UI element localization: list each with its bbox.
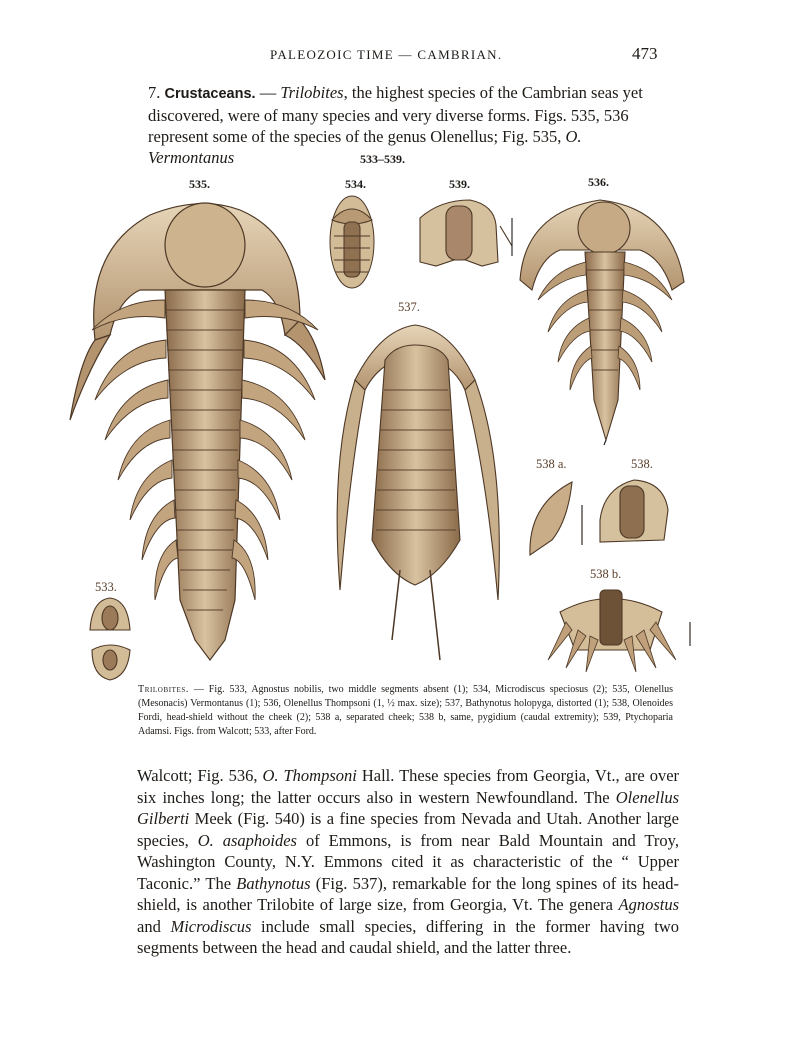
caption-body: — Fig. 533, Agnostus nobilis, two middle segments absent (1); 534, Microdiscus speciosus (2); 535, Olenellus (Mesonacis) Vermontanus (1); 536, Olenellus Thompsoni (1, ½ max. size); 537, Bathynotus holopyga, distorted (1); 538, Olenoides Fordi, head-shield without the cheek (2); 538 a, separated cheek; 538 b, same, pygidium (caudal extremity); 539, Ptychoparia Adamsi. Figs. from Walcott; 533, after Ford. [138, 684, 673, 737]
fig-538a-cheek [530, 482, 582, 555]
figure-label-533: 533. [95, 580, 117, 594]
section-number: 7. [148, 83, 161, 102]
fig-533-agnostus [90, 598, 130, 680]
section-heading: Crustaceans. [164, 86, 256, 102]
plate-caption [138, 683, 673, 739]
running-head: PALEOZOIC TIME — CAMBRIAN. [270, 47, 503, 62]
figure-label-535: 535. [189, 177, 210, 191]
figure-label-538a: 538 a. [536, 457, 567, 471]
fig-538b-pygidium [548, 590, 690, 672]
intro-paragraph: 7. Crustaceans. — Trilobites, the highest species of the Cambrian seas yet discovered, were of many species and very diverse forms. Figs. 535, 536 represent some of the species of the genus Olenellus; Fig. 535, O. Vermontanus [148, 83, 643, 167]
figure-label-537: 537. [398, 300, 420, 314]
fig-539-ptychoparia [420, 200, 512, 266]
trilobites-term: Trilobites [280, 83, 344, 102]
fig-536-olenellus-thompsoni [520, 200, 684, 445]
continuation-paragraph: Walcott; Fig. 536, O. Thompsoni Hall. These species from Georgia, Vt., are over six inches long; the latter occurs also in western Newfoundland. The Olenellus Gilberti Meek (Fig. 540) is a fine species from Nevada and Utah. Another large species, O. asaphoides of Emmons, is from near Bald Mountain and Troy, Washington County, N.Y. Emmons cited it as characteristic of the “ Upper Taconic.” The Bathynotus (Fig. 537), remarkable for the long spines of its head-shield, is another Trilobite of large size, from Georgia, Vt. The genera Agnostus and Microdiscus include small species, differing in the former having two segments between the head and caudal shield, and the latter three. [137, 766, 680, 957]
page-number: 473 [632, 44, 658, 63]
figure-label-538b: 538 b. [590, 567, 622, 581]
fig-538-head-shield [600, 480, 668, 542]
figure-label-539: 539. [449, 177, 470, 191]
fig-537-bathynotus [337, 325, 499, 660]
figure-label-538: 538. [631, 457, 653, 471]
caption-lead: Trilobites. [138, 684, 189, 695]
figure-label-536: 536. [588, 175, 609, 189]
fig-534-microdiscus [330, 196, 374, 288]
figure-label-534: 534. [345, 177, 366, 191]
species-name: O. Vermontanus [148, 127, 582, 167]
plate-figure-range: 533–539. [360, 152, 405, 166]
